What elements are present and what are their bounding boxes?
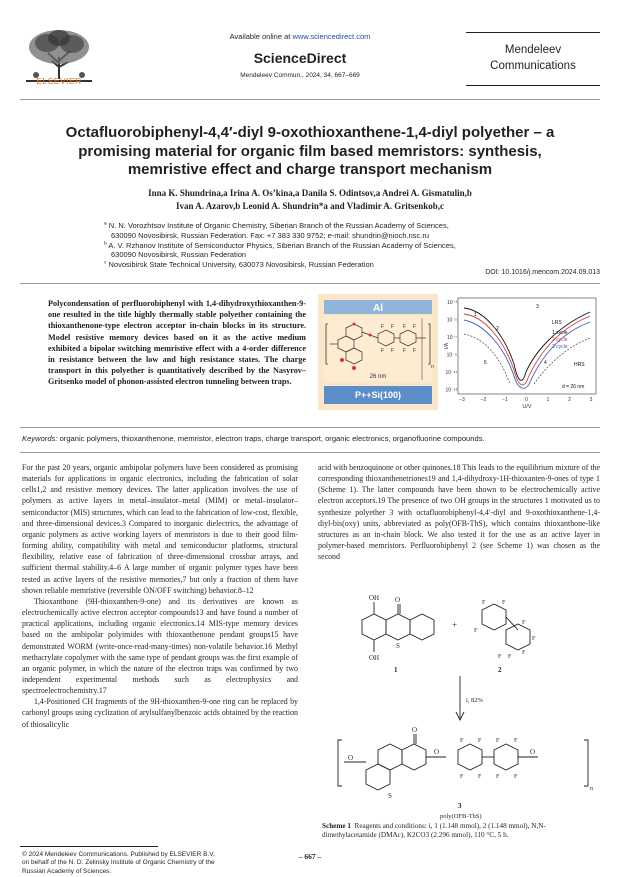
legend-cycle-1: 1 cycle [552, 330, 568, 336]
compound-2-label: 2 [498, 666, 502, 674]
iv-y-tick-label: 10⁻³ [447, 300, 457, 306]
affiliations [104, 221, 584, 270]
compound-1-label: 1 [394, 666, 398, 674]
abstract-text: Polycondensation of perfluorobiphenyl with 1,4-dihydroxythioxanthen-9-one resulted in the title highly thermally stable polyether containing the thioxanthenone-type electron acceptor in-chain blocks in its structure. Model resistive memory devices based on it as the active medium exhibited a bipolar switching memristive effect with a 4-order difference in resistance between the low and high resistance states. The charge transport in this polyether is quantitatively described by the Nasyrov–Gritsenko model of phonon-assisted electron tunneling between traps. [48, 299, 306, 387]
keywords-top-rule [20, 427, 600, 428]
iv-x-tick-label: −2 [480, 397, 487, 403]
svg-text:3: 3 [536, 304, 539, 310]
svg-text:1: 1 [474, 312, 477, 318]
lrs-label: LRS [552, 320, 562, 326]
svg-text:F: F [413, 348, 417, 354]
article-title: Octafluorobiphenyl-4,4′-diyl 9-oxothioxanthene-1,4-diyl polyether – a promising material for organic film based memristors: synthesis, memristive effect and charge transport mechanism [65, 124, 555, 178]
affiliation-b: $^b$ A. V. Rzhanov Institute of Semiconductor Physics, Siberian Branch of the Russian Academy of Sciences, 630090 Novosibirsk, Russian Federation [104, 240, 456, 260]
polymer-name: poly(OFB-ThS) [440, 813, 482, 820]
svg-text:F: F [482, 600, 486, 606]
body-column-right [318, 462, 600, 562]
availability-prefix: Available online at [229, 32, 293, 41]
body-column-left [22, 462, 298, 730]
scheme-1-structures [322, 590, 598, 820]
iv-thickness-label: d = 26 nm [562, 384, 585, 390]
iv-x-tick-label: −1 [502, 397, 508, 403]
paragraph: For the past 20 years, organic ambipolar polymers have been considered as promising materials for applications in organic electronics, including the fabrication of solar cells1,2 and resistive memory devices. The latter application involves the use of polymers as active layers in metal–insulator–metal (MIM) or metal–insulator–semiconductor (MIS) structures, which can lead to the fabrication of low-cost, flexible, and three-dimensional devices.3 Compared to inorganic dielectrics, the advantage of organic polymers as active working layers of memristors is due to their good film-forming ability, compatibility with metal and semiconductor platforms, structural flexibility, relative ease of fabrication of three-dimensional crossbar arrays, and sufficient thermal stability.4–6 A large number of organic polymer types have been tested as active layers of the resistive memories,7 but only a fraction of them have shown reliable memristive (reversible ON/OFF switching) behavior.8–12 [22, 463, 298, 595]
svg-text:F: F [478, 774, 482, 780]
iv-x-tick-label: 3 [589, 397, 593, 403]
header-divider [20, 99, 600, 100]
iv-x-tick-label: −3 [459, 397, 465, 403]
svg-text:F: F [502, 600, 506, 606]
top-electrode-label: Al [373, 303, 383, 314]
svg-text:F: F [391, 324, 395, 330]
iv-x-tick-label: 0 [525, 397, 528, 403]
paragraph: 1,4-Positioned CH fragments of the 9H-thioxanthen-9-one ring can be replaced by carbonyl groups using cyclization of arylsulfanylbenzoic acids obtained by the reaction of thiosalicylic [22, 697, 298, 729]
svg-text:F: F [522, 650, 526, 656]
svg-text:O: O [412, 726, 418, 734]
platform-name: ScienceDirect [253, 50, 347, 66]
footer-rule [20, 846, 158, 847]
svg-text:S: S [388, 792, 392, 800]
svg-text:+: + [452, 620, 458, 630]
affiliation-c: $^c$ Novosibirsk State Technical University, 630073 Novosibirsk, Russian Federation [104, 260, 374, 270]
hrs-label: HRS [574, 362, 585, 368]
film-thickness-label: 26 nm [369, 374, 387, 380]
scheme-caption: Scheme 1 Reagents and conditions: i, 1 (1.148 mmol), 2 (1.148 mmol), N,N-dimethylacetamide (DMAc), K2CO3 (2.296 mmol), 110 °C, 5 h. [322, 822, 546, 840]
author-line-2: Ivan A. Azarov,b Leonid A. Shundrin*a and Vladimir A. Gritsenkob,c [175, 201, 445, 211]
svg-text:F: F [413, 324, 417, 330]
iv-x-axis-label: U/V [522, 404, 532, 410]
iv-x-tick-label: 2 [568, 397, 571, 403]
svg-text:F: F [498, 654, 502, 660]
keywords [22, 434, 600, 443]
page-number: – 667 – [298, 852, 322, 861]
svg-text:F: F [460, 774, 464, 780]
title-divider [20, 283, 600, 284]
publisher-wordmark: ELSEVIER [36, 76, 82, 86]
journal-name-box [466, 32, 600, 86]
svg-text:OH: OH [369, 654, 380, 662]
keywords-list: organic polymers, thioxanthenone, memristor, electron traps, charge transport, organic electronics, organofluorine compounds. [59, 434, 485, 443]
sciencedirect-link[interactable]: www.sciencedirect.com [292, 32, 371, 41]
svg-text:O: O [348, 754, 354, 762]
svg-text:F: F [478, 738, 482, 744]
iv-y-tick-label: 10⁻⁵ [446, 317, 457, 324]
affiliation-a: $^a$ N. N. Vorozhtsov Institute of Organic Chemistry, Siberian Branch of the Russian Academy of Sciences, 630090 Novosibirsk, Russian Federation. Fax: +7 383 330 9752; e-mail: shundrin@nioch.nsc.ru [104, 221, 449, 240]
availability-line [200, 32, 400, 41]
svg-text:F: F [391, 348, 395, 354]
svg-text:F: F [381, 324, 385, 330]
paragraph: acid with benzoquinone or other quinones.18 This leads to the equilibrium mixture of the corresponding thioxanthenetriones19 and 1,4-dihydroxy-1H-thioxanten-9-ones of type 1 (Scheme 1). The latter compounds have been shown to be electrochemically active electron acceptors.19 The presence of two OH groups in the structures 1 motivated us to synthesize polyether 3 with octafluorobiphenyl-4,4′-diyl and 9-oxothioxanthene-1,4-diyl-bis(oxy) units, abbreviated as poly(OFB-ThS), which contains thioxanthone-like structures as an in-chain block. We also tested it for the use as an active layer in polymer-based memristors. Perfluorobiphenyl 2 (see Scheme 1) was chosen as the second [318, 463, 600, 562]
svg-text:F: F [514, 774, 518, 780]
svg-text:O: O [395, 596, 401, 604]
svg-text:OH: OH [369, 594, 380, 602]
iv-y-tick-label: 10⁻⁷ [446, 335, 457, 341]
svg-text:O: O [434, 748, 440, 756]
svg-text:F: F [496, 774, 500, 780]
paragraph: Thioxanthone (9H-thioxanthen-9-one) and its derivatives are known as electrochemically active electron acceptor compounds13 and have found a number of practical applications, including organic electronics.14 MIS-type memory devices based on the ambipolar polyimides with thioxanthenone pendant groups15 have demonstrated WORM (write-once-read-many-times) non-volatile behavior.16 Methyl methacrylate copolymer with the same type of pendant groups was the first example of an organic polymer, in which the nature of the electron traps was confirmed by two independent experimental methods such as electrophysics and spectroelectrochemistry.17 [22, 596, 298, 696]
svg-text:F: F [474, 628, 478, 634]
svg-text:F: F [403, 324, 407, 330]
keywords-label: Keywords: [22, 434, 58, 443]
svg-text:F: F [514, 738, 518, 744]
iv-y-tick-label: 10⁻⁹ [446, 352, 457, 359]
doi[interactable]: DOI: 10.1016/j.mencom.2024.09.013 [485, 269, 600, 276]
svg-text:F: F [460, 738, 464, 744]
svg-text:2: 2 [496, 326, 499, 332]
legend-cycle-2: 2 cycle [552, 337, 568, 343]
svg-text:n: n [431, 364, 434, 370]
iv-y-tick-label: 10⁻¹³ [445, 387, 457, 394]
compound-3-label: 3 [458, 802, 462, 810]
author-list [40, 187, 580, 213]
journal-name-line1: Mendeleev [504, 44, 562, 56]
svg-text:F: F [508, 654, 512, 660]
svg-text:n: n [590, 786, 593, 792]
svg-text:S: S [396, 642, 400, 650]
journal-name-line2: Communications [490, 60, 576, 72]
iv-hysteresis-plot [444, 294, 600, 410]
author-line-1: Inna K. Shundrina,a Irina A. Os’kina,a Danila S. Odintsov,a Andrei A. Gismatulin,b [148, 188, 472, 198]
svg-text:O: O [530, 748, 536, 756]
legend-cycle-3: 3 cycle [552, 344, 568, 350]
graphical-abstract-device [318, 294, 438, 410]
svg-text:4: 4 [544, 360, 547, 366]
bottom-electrode-label: P++Si(100) [354, 390, 402, 400]
svg-text:F: F [381, 348, 385, 354]
journal-citation: Mendeleev Commun., 2024, 34, 667–669 [240, 72, 360, 79]
iv-y-axis-label: I/A [444, 342, 450, 349]
svg-text:F: F [532, 636, 536, 642]
svg-text:F: F [496, 738, 500, 744]
svg-text:5: 5 [484, 360, 487, 366]
iv-x-tick-label: 1 [546, 397, 550, 403]
reagent-label: i, 82% [466, 697, 483, 704]
keywords-bottom-rule [20, 452, 600, 453]
svg-text:F: F [522, 620, 526, 626]
copyright-notice: © 2024 Mendeleev Communications. Published by ELSEVIER B.V. on behalf of the N. D. Zelinsky Institute of Organic Chemistry of the Russian Academy of Sciences. [22, 851, 215, 875]
svg-text:F: F [403, 348, 407, 354]
iv-y-tick-label: 10⁻¹¹ [445, 370, 457, 376]
